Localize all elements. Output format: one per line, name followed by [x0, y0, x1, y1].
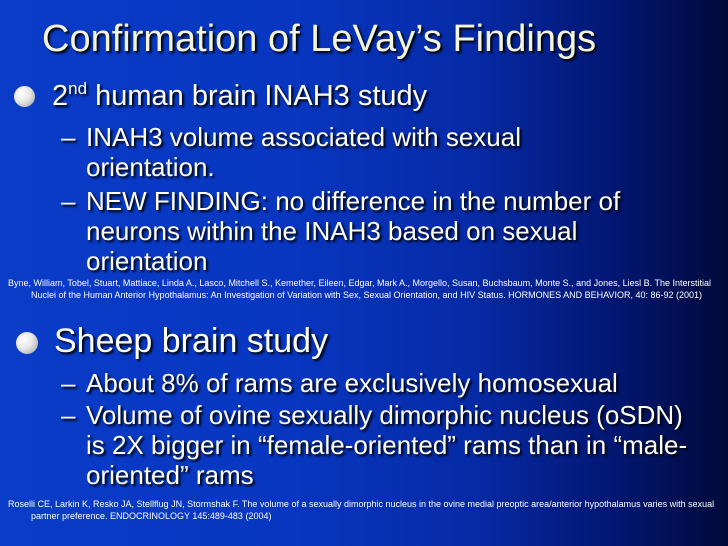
citation-roselli: Roselli CE, Larkin K, Resko JA, Stellflug JN, Stormshak F. The volume of a sexually dimorphic nucleus in the ovine medial preoptic area/anterior hypothalamus varies with sexual partner preference. ENDOCRINOLOGY 145:489-483 (2004) [8, 499, 715, 521]
sub-bullet-inah3-volume [61, 122, 546, 182]
sub-bullet-new-finding [61, 186, 686, 276]
sub-bullet-osdn-volume [61, 400, 706, 490]
sub-bullet-text: NEW FINDING: no difference in the number of neurons within the INAH3 based on sexual orientation [86, 186, 621, 276]
bullet-text: Sheep brain study [54, 322, 329, 360]
dash-icon: – [61, 368, 76, 398]
dash-icon: – [61, 186, 76, 216]
sub-bullet-rams-homosexual [61, 368, 726, 398]
bullet-dot-icon [16, 332, 38, 354]
sub-bullet-text: About 8% of rams are exclusively homosexual [86, 368, 618, 398]
bullet-text-pre: 2 [52, 80, 69, 112]
sub-bullet-text: Volume of ovine sexually dimorphic nucleus (oSDN) is 2X bigger in “female-oriented” rams than in “male-oriented” rams [86, 400, 688, 490]
bullet-dot-icon [14, 86, 35, 107]
bullet-human-brain-study [52, 80, 427, 112]
bullet-text-sup: nd [68, 79, 88, 98]
citation-byne: Byne, William, Tobel, Stuart, Mattiace, Linda A., Lasco, Mitchell S., Kemether, Eileen, Edgar, Mark A., Morgello, Susan, Buchsbaum, Monte S., and Jones, Liesl B. The Interstitial Nuclei of the Human Anterior Hypothalamus: An Investigation of Variation with Sex, Sexual Orientation, and HIV Status. HORMONES AND BEHAVIOR, 40: 86-92 (2001) [8, 278, 712, 300]
bullet-text-post: human brain INAH3 study [87, 80, 428, 112]
dash-icon: – [61, 122, 76, 152]
slide-title: Confirmation of LeVay’s Findings [42, 18, 597, 60]
bullet-sheep-brain-study [54, 322, 328, 360]
dash-icon: – [61, 400, 76, 430]
sub-bullet-text: INAH3 volume associated with sexual orientation. [86, 122, 521, 182]
